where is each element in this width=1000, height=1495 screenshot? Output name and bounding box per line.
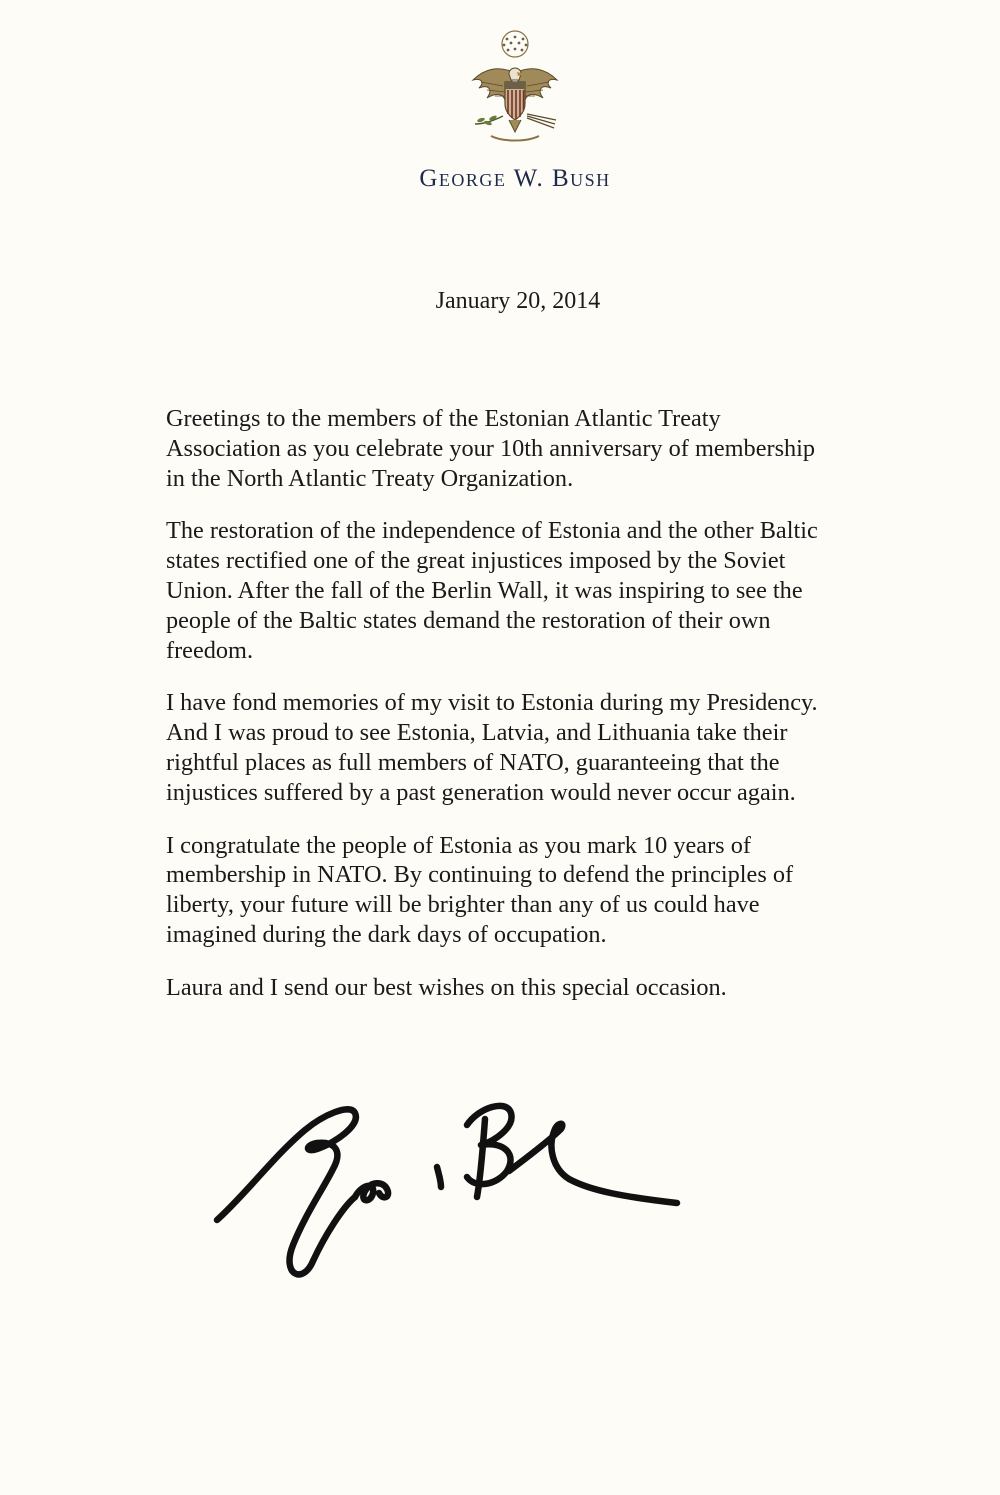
- paragraph-restoration: [166, 516, 886, 665]
- text-line: Laura and I send our best wishes on this special occasion.: [166, 973, 727, 1001]
- text-line: in the North Atlantic Treaty Organization.: [166, 464, 574, 492]
- text-line: people of the Baltic states demand the restoration of their own: [166, 606, 771, 634]
- handwritten-signature-icon: [205, 1085, 705, 1290]
- text-line: membership in NATO. By continuing to defend the principles of: [166, 861, 794, 889]
- text-line: I congratulate the people of Estonia as you mark 10 years of: [166, 831, 751, 859]
- text-line: I have fond memories of my visit to Estonia during my Presidency.: [166, 689, 818, 717]
- paragraph-greeting: [166, 404, 886, 493]
- text-line: liberty, your future will be brighter than any of us could have: [166, 891, 760, 919]
- letter-date: January 20, 2014: [435, 288, 601, 314]
- text-line: Greetings to the members of the Estonian Atlantic Treaty: [166, 405, 721, 432]
- text-line: states rectified one of the great injustices imposed by the Soviet: [166, 547, 786, 575]
- text-line: freedom.: [166, 636, 254, 664]
- paragraph-memories: [166, 688, 886, 807]
- text-line: rightful places as full members of NATO, guaranteeing that the: [166, 748, 780, 776]
- letterhead-name: George W. Bush: [419, 165, 611, 192]
- paragraph-closing: [166, 973, 886, 1003]
- text-line: And I was proud to see Estonia, Latvia, and Lithuania take their: [166, 719, 788, 747]
- text-line: imagined during the dark days of occupation.: [166, 920, 607, 948]
- text-line: Association as you celebrate your 10th anniversary of membership: [166, 434, 816, 462]
- text-line: injustices suffered by a past generation would never occur again.: [166, 778, 796, 806]
- text-line: Union. After the fall of the Berlin Wall, it was inspiring to see the: [166, 576, 803, 604]
- presidential-eagle-seal-icon: [455, 28, 575, 153]
- text-line: The restoration of the independence of Estonia and the other Baltic: [166, 517, 818, 545]
- paragraph-congratulations: [166, 831, 886, 950]
- letter-body: [166, 404, 886, 1026]
